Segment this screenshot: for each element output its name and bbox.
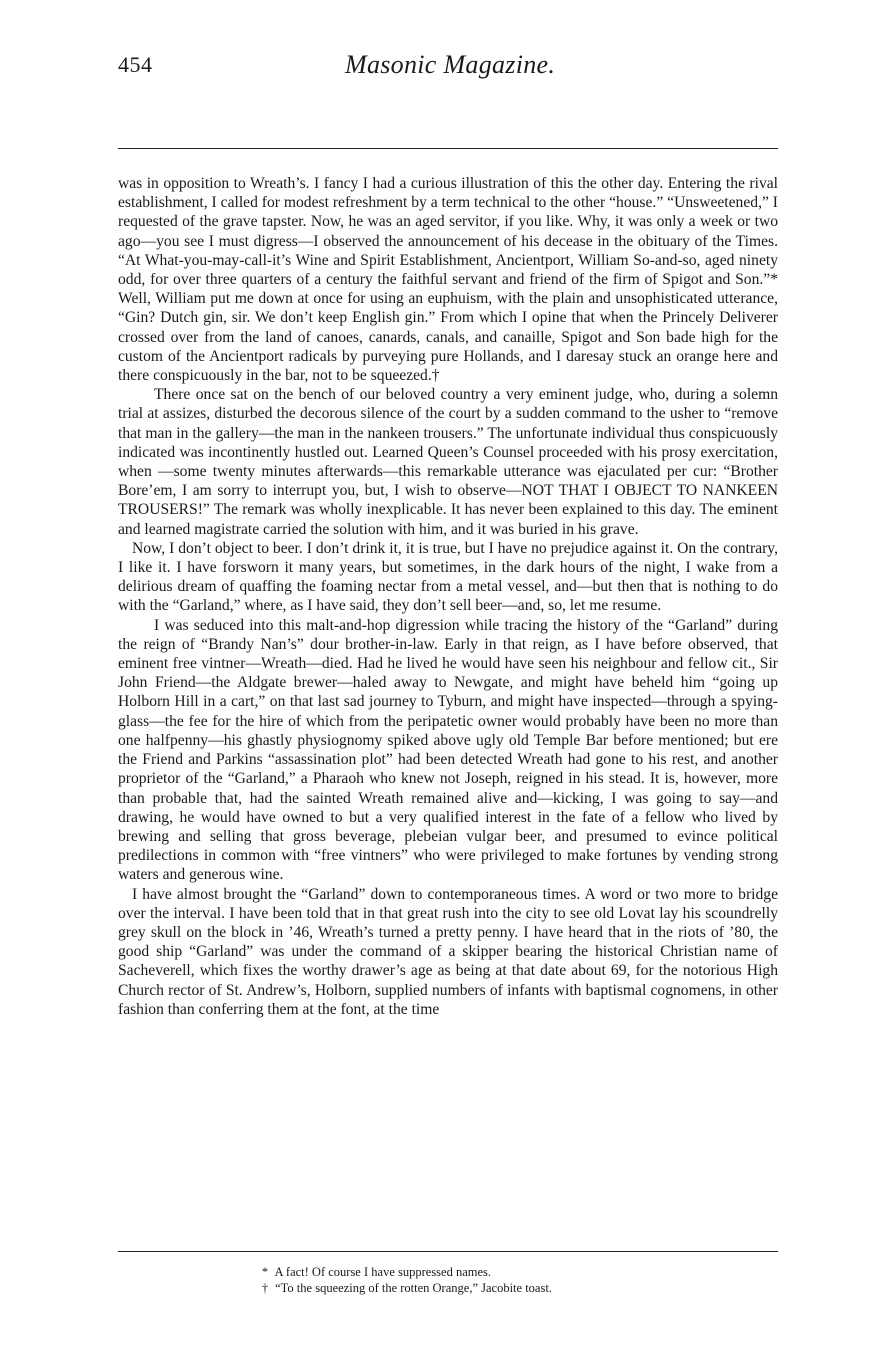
footnotes [258, 1264, 738, 1296]
paragraph-2: There once sat on the bench of our beloved country a very eminent judge, who, during a solemn trial at assizes, disturbed the decorous silence of the court by a sudden command to the usher to “remove that man in the gallery—the man in the nankeen trousers.” The unfortunate individual thus conspicuously indicated was incontinently hustled out. Learned Queen’s Counsel proceeded with his prosy exercitation, when —some twenty minutes afterwards—this remarkable utterance was ejaculated per cur: “Brother Bore’em, I am sorry to interrupt you, but, I wish to observe—NOT THAT I OBJECT TO NANKEEN TROUSERS!” The remark was wholly inexplicable. It has never been explained to this day. The eminent and learned magistrate carried the solution with him, and it was buried in his grave. [118, 386, 778, 538]
footnote-mark: * [261, 1265, 269, 1279]
footnote-text: “To the squeezing of the rotten Orange,” Jacobite toast. [275, 1281, 552, 1295]
running-head [118, 52, 778, 88]
page-number: 454 [118, 52, 153, 77]
article-body [118, 174, 778, 1019]
paragraph-4: I was seduced into this malt-and-hop digression while tracing the history of the “Garland” during the reign of “Brandy Nan’s” dour brother-in-law. Early in that reign, as I have before observed, that eminent free vintner—Wreath—died. Had he lived he would have seen his neighbour and fellow cit., Sir John Friend—the Aldgate brewer—haled away to Newgate, and might have beheld him “going up Holborn Hill in a cart,” on that last sad journey to Tyburn, and might have inspected—through a spying-glass—the fee for the hire of which from the peripatetic owner would probably have been no more than one halfpenny—his ghastly physiognomy spiked above ugly old Temple Bar before mentioned; but ere the Friend and Parkins “assassination plot” had been detected Wreath had gone to his rest, and another proprietor of the “Garland,” a Pharaoh who knew not Joseph, reigned in his stead. It is, however, more than probable that, had the sainted Wreath remained alive and—kicking, I was going to say—and drawing, he would have owned to but a very qualified interest in the fate of a fellow who lived by brewing and selling that gross beverage, plebeian vulgar beer, and presumed to evince political predilections in common with “free vintners” who were privileged to make fortunes by vending strong waters and generous wine. [118, 616, 778, 884]
paragraph-5: I have almost brought the “Garland” down to contemporaneous times. A word or two more to bridge over the interval. I have been told that in that great rush into the city to see old Lovat lay his scoundrelly grey skull on the block in ’46, Wreath’s turned a pretty penny. I have heard that in the riots of ’80, the good ship “Garland” was under the command of a skipper bearing the historical Christian name of Sacheverell, which fixes the worthy drawer’s age as being at that date about 69, for the notorious High Church rector of St. Andrew’s, Holborn, supplied numbers of infants with baptismal cognomens, in other fashion than conferring them at the font, at the time [118, 885, 778, 1018]
magazine-title: Masonic Magazine. [345, 50, 556, 79]
paragraph-3: Now, I don’t object to beer. I don’t drink it, it is true, but I have no prejudice against it. On the contrary, I like it. I have forsworn it many years, but sometimes, in the dark hours of the night, I wake from a delirious dream of quaffing the foaming nectar from a metal vessel, and—but then that is nothing to do with the “Garland,” where, as I have said, they don’t sell beer—and, so, let me resume. [118, 539, 778, 615]
footnote-2 [258, 1280, 738, 1296]
footnote-1 [258, 1264, 738, 1280]
footnote-text: A fact! Of course I have suppressed names. [274, 1265, 492, 1279]
paragraph-1: was in opposition to Wreath’s. I fancy I had a curious illustration of this the other day. Entering the rival establishment, I called for modest refreshment by a term technical to the other “house.” “Unsweetened,” I requested of the grave tapster. Now, he was an aged servitor, if you like. Why, it was only a week or two ago—you see I must digress—I observed the announcement of his decease in the obituary of the Times. “At What-you-may-call-it’s Wine and Spirit Establishment, Ancientport, William So-and-so, aged ninety odd, for over three quarters of a century the faithful servant and friend of the firm of Spigot and Son.”* Well, William put me down at once for using an euphuism, with the plain and unsophisticated utterance, “Gin? Dutch gin, sir. We don’t keep English gin.” From which I opine that when the Princely Deliverer crossed over from the land of canoes, canards, canals, and canaille, Spigot and Son bade high for the custom of the Ancientport radicals by purveying pure Hollands, and I daresay stuck an orange here and there conspicuously in the bar, not to be squeezed.† [118, 175, 778, 385]
header-divider [118, 148, 778, 149]
footnote-mark: † [261, 1281, 269, 1295]
footnote-divider [118, 1251, 778, 1252]
